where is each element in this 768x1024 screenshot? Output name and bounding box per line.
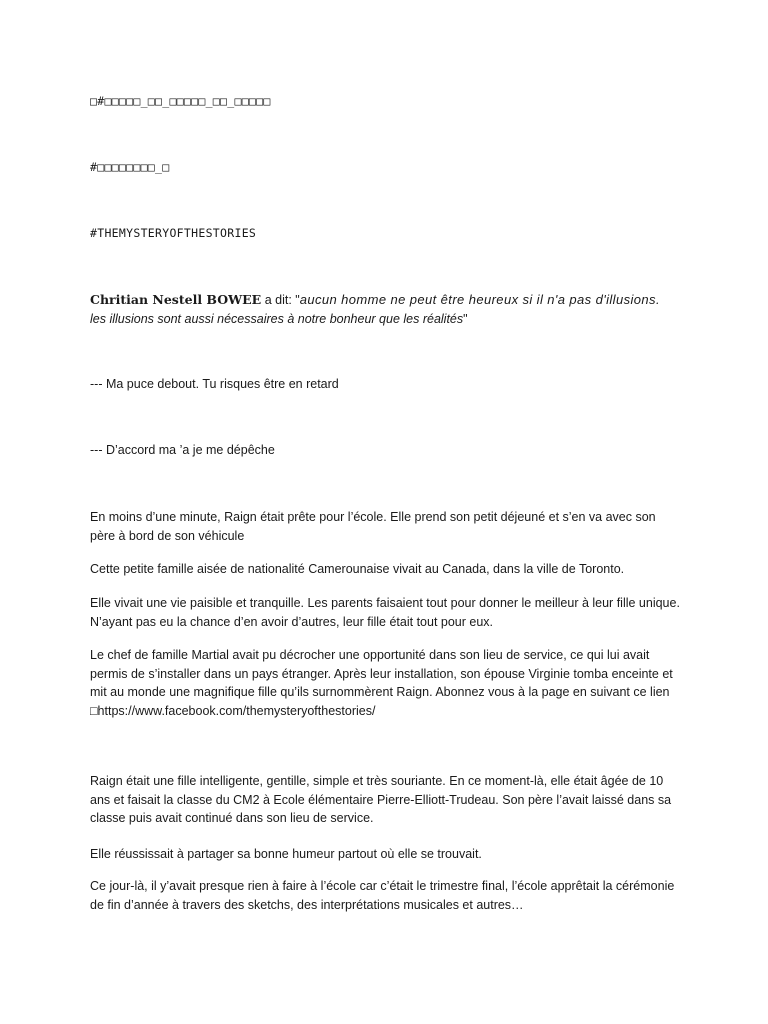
quote-text-spread: aucun homme ne peut être heureux si il n'a pas d'illusions. [299, 292, 660, 307]
quote-text-line2: les illusions sont aussi nécessaires à notre bonheur que les réalités [90, 312, 464, 326]
paragraph-7: Ce jour-là, il y’avait presque rien à faire à l’école car c’était le trimestre final, l’école apprêtait la cérémonie de fin d’année à travers des sketchs, des interprétations musicales et autres… [90, 879, 675, 912]
paragraph-3: Elle vivait une vie paisible et tranquille. Les parents faisaient tout pour donner le meilleur à leur fille unique. N’ayant pas eu la chance d’en avoir d’autres, leur fille était tout pour eux. [90, 596, 680, 629]
paragraph-2: Cette petite famille aisée de nationalité Camerounaise vivait au Canada, dans la ville de Toronto. [90, 562, 625, 576]
hashtag-line-3: #THEMYSTERYOFTHESTORIES [90, 226, 257, 240]
dialogue-line-1: --- Ma puce debout. Tu risques être en retard [90, 377, 339, 391]
quote-author: Chritian Nestell BOWEE [90, 292, 262, 307]
quote-line-2 [90, 310, 468, 329]
hashtag-line-2: #□□□□□□□□_□ [90, 160, 170, 174]
quote-said: a dit: " [261, 293, 300, 307]
quote-close: " [463, 312, 468, 326]
dialogue-line-2: --- D’accord ma ’a je me dépêche [90, 443, 275, 457]
paragraph-5: Raign était une fille intelligente, gentille, simple et très souriante. En ce moment-là, elle était âgée de 10 ans et faisait la classe du CM2 à Ecole élémentaire Pierre-Elliott-Trudeau. Son père l’avait laissé dans sa classe puis avait continué dans son lieu de service. [90, 774, 672, 825]
paragraph-1: En moins d’une minute, Raign était prête pour l’école. Elle prend son petit déjeuné et s’en va avec son père à bord de son véhicule [90, 510, 656, 543]
quote-line-1 [90, 290, 660, 310]
paragraph-4: Le chef de famille Martial avait pu décrocher une opportunité dans son lieu de service, ce qui lui avait permis de s’installer dans un pays étranger. Après leur installation, son épouse Virginie tomba enceinte et mit au monde une magnifique fille qu’ils surnommèrent Raign. Abonnez vous à la page en suivant ce lien □https://www.facebook.com/themysteryofthestories/ [90, 648, 673, 718]
hashtag-line-1: □#□□□□□_□□_□□□□□_□□_□□□□□ [90, 94, 271, 108]
paragraph-6: Elle réussissait à partager sa bonne humeur partout où elle se trouvait. [90, 847, 482, 861]
